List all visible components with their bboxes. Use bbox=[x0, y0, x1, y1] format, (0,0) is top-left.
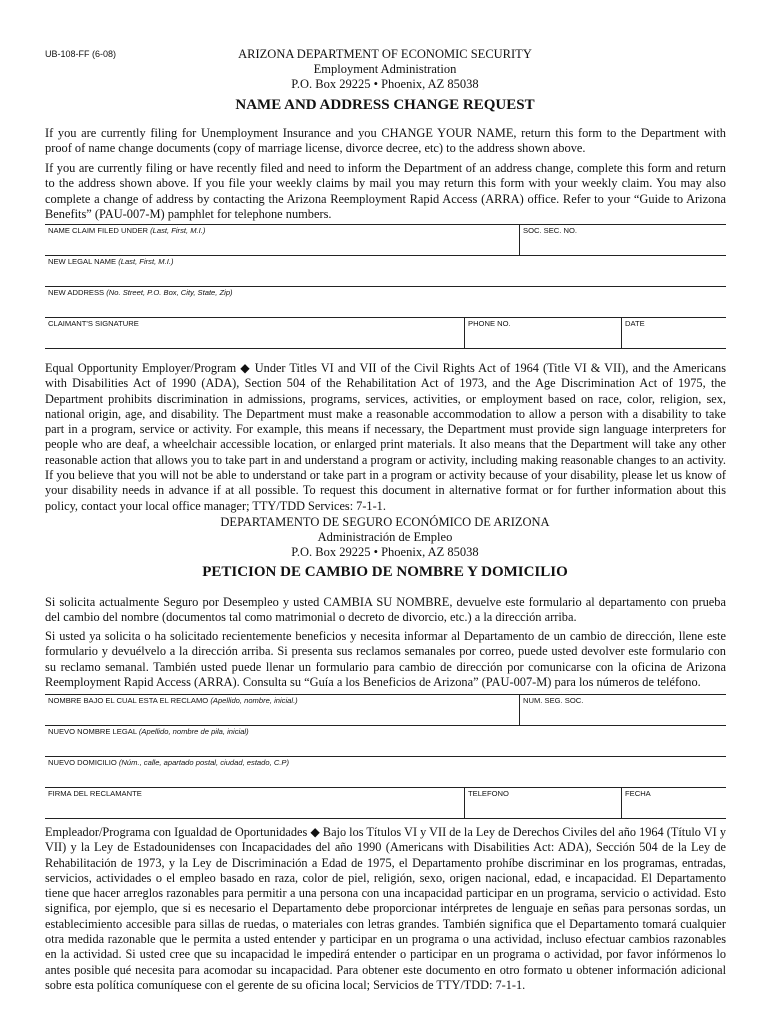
new-address-field[interactable] bbox=[45, 287, 726, 317]
new-legal-name-field[interactable] bbox=[45, 256, 726, 286]
english-form-fields bbox=[45, 224, 726, 349]
claimant-signature-field[interactable] bbox=[45, 318, 464, 348]
new-address-field-es[interactable] bbox=[45, 757, 726, 787]
agency-name: ARIZONA DEPARTMENT OF ECONOMIC SECURITY bbox=[238, 47, 532, 61]
division-name-es: Administración de Empleo bbox=[317, 530, 453, 544]
field-row-new-address-es bbox=[45, 757, 726, 788]
equal-opportunity-statement-es: Empleador/Programa con Igualdad de Oportunidades ◆ Bajo los Títulos VI y VII de la Ley de Derechos Civiles del año 1964 (Título VI y VII) y la Ley de Estadounidenses con Incapacidades del año 1990 (Americans with Disabilities Act: ADA), Sección 504 de la Ley de Rehabilitación de 1973, y la Ley de Discriminación a Edad de 1975, el Departamento prohíbe discriminar en los programas, entradas, servicios, actividades o el empleo basado en raza, color de piel, religión, sexo, origen nacional, edad, e incapacidad. El Departamento tiene que hacer arreglos razonables para permitir a una persona con una incapacidad participar en un programa, servicio o actividad. Esto significa, por ejemplo, que si es necesario el Departamento debe proporcionar intérpretes de lenguaje en señas para personas sordas, un establecimiento accesible para sillas de ruedas, o materiales con letras grandes. También significa que el Departamento tomará cualquier otra medida razonable que le permita a usted entender y participar en un programa o una actividad, incluso efectuar cambios razonables en la actividad. Si usted cree que su incapacidad le impedirá entender o participar en un programa o actividad, por favor infórmenos lo antes posible qué necesita para acomodar su incapacidad. Para obtener este documento en otro formato u obtener información adicional sobre esta política comuníquese con el gerente de su oficina local; Servicios de TTY/TDD: 7-1-1. bbox=[45, 825, 726, 992]
date-field-es[interactable] bbox=[621, 788, 726, 818]
new-address-hint-es: (Núm., calle, apartado postal, ciudad, estado, C.P) bbox=[118, 758, 290, 767]
intro-paragraph-name-change: If you are currently filing for Unemployment Insurance and you CHANGE YOUR NAME, return this form to the Department with proof of name change documents (copy of marriage license, divorce decree, etc) to the address shown above. bbox=[45, 126, 726, 156]
ssn-field-es[interactable] bbox=[519, 695, 726, 725]
name-claim-label: NAME CLAIM FILED UNDER bbox=[48, 226, 148, 235]
ssn-label: SOC. SEC. NO. bbox=[523, 226, 578, 235]
date-label-es: FECHA bbox=[625, 789, 651, 798]
name-claim-filed-under-field-es[interactable] bbox=[45, 695, 519, 725]
spanish-header bbox=[0, 515, 770, 560]
field-row-signature-phone-date-es bbox=[45, 788, 726, 819]
agency-address: P.O. Box 29225 • Phoenix, AZ 85038 bbox=[291, 77, 479, 91]
field-row-name-ssn bbox=[45, 225, 726, 256]
intro-paragraph-name-change-es: Si solicita actualmente Seguro por Desempleo y usted CAMBIA SU NOMBRE, devuelve este formulario al departamento con prueba del cambio del nombre (documentos tal como matrimonial o decreto de divorcio, etc.) a la dirección arriba. bbox=[45, 595, 726, 625]
signature-label-es: FIRMA DEL RECLAMANTE bbox=[48, 789, 142, 798]
intro-paragraph-address-change: If you are currently filing or have recently filed and need to inform the Department of an address change, complete this form and return to the address shown above. If you file your weekly claims by mail you may return this form with your weekly claim. You may also complete a change of address by contacting the Arizona Reemployment Rapid Access (ARRA) office. Refer to your “Guide to Arizona Benefits” (PAU-007-M) pamphlet for telephone numbers. bbox=[45, 161, 726, 222]
division-name: Employment Administration bbox=[313, 62, 457, 76]
english-header bbox=[0, 47, 770, 92]
new-legal-name-label: NEW LEGAL NAME bbox=[48, 257, 117, 266]
name-claim-label-es: NOMBRE BAJO EL CUAL ESTA EL RECLAMO bbox=[48, 696, 209, 705]
ssn-label-es: NUM. SEG. SOC. bbox=[523, 696, 584, 705]
name-claim-hint: (Last, First, M.I.) bbox=[150, 226, 206, 235]
new-legal-name-hint: (Last, First, M.I.) bbox=[118, 257, 174, 266]
signature-label: CLAIMANT'S SIGNATURE bbox=[48, 319, 139, 328]
field-row-new-legal-name-es bbox=[45, 726, 726, 757]
ssn-field[interactable] bbox=[519, 225, 726, 255]
name-claim-hint-es: (Apellido, nombre, inicial.) bbox=[210, 696, 298, 705]
date-field[interactable] bbox=[621, 318, 726, 348]
name-claim-filed-under-field[interactable] bbox=[45, 225, 519, 255]
form-code: UB-108-FF (6-08) bbox=[45, 49, 117, 59]
field-row-new-legal-name bbox=[45, 256, 726, 287]
new-address-label-es: NUEVO DOMICILIO bbox=[48, 758, 117, 767]
agency-address-es: P.O. Box 29225 • Phoenix, AZ 85038 bbox=[291, 545, 479, 559]
agency-name-es: DEPARTAMENTO DE SEGURO ECONÓMICO DE ARIZONA bbox=[220, 515, 550, 529]
phone-label-es: TELEFONO bbox=[468, 789, 509, 798]
form-title: NAME AND ADDRESS CHANGE REQUEST bbox=[235, 97, 535, 113]
field-row-name-ssn-es bbox=[45, 695, 726, 726]
equal-opportunity-statement: Equal Opportunity Employer/Program ◆ Under Titles VI and VII of the Civil Rights Act of 1964 (Title VI & VII), and the Americans with Disabilities Act of 1990 (ADA), Section 504 of the Rehabilitation Act of 1973, and the Age Discrimination Act of 1975, the Department prohibits discrimination in admissions, programs, services, activities, or employment based on race, color, religion, sex, national origin, age, and disability. The Department must make a reasonable accommodation to allow a person with a disability to take part in a program, service or activity. For example, this means if necessary, the Department must provide sign language interpreters for people who are deaf, a wheelchair accessible location, or enlarged print materials. It also means that the Department will take any other reasonable action that allows you to take part in and understand a program or activity, including making reasonable changes to an activity. If you believe that you will not be able to understand or take part in a program or activity because of your disability, please let us know of your disability needs in advance if at all possible. To request this document in alternative format or for further information about this policy, contact your local office manager; TTY/TDD Services: 7-1-1. bbox=[45, 361, 726, 513]
claimant-signature-field-es[interactable] bbox=[45, 788, 464, 818]
new-address-hint: (No. Street, P.O. Box, City, State, Zip) bbox=[106, 288, 233, 297]
new-address-label: NEW ADDRESS bbox=[48, 288, 105, 297]
intro-paragraph-address-change-es: Si usted ya solicita o ha solicitado recientemente beneficios y necesita informar al Departamento de un cambio de dirección, llene este formulario y devuélvelo a la dirección arriba. Si presenta sus reclamos semanales por correo, puede usted devolver este formulario con su reclamo semanal. También usted puede llenar un formulario para cambio de dirección por comunicarse con la oficina de Arizona Reemployment Rapid Access (ARRA). Consulta su “Guía a los Beneficios de Arizona” (PAU-007-M) para los números de teléfono. bbox=[45, 629, 726, 690]
date-label: DATE bbox=[625, 319, 645, 328]
field-row-new-address bbox=[45, 287, 726, 318]
form-title-es: PETICION DE CAMBIO DE NOMBRE Y DOMICILIO bbox=[202, 564, 568, 580]
phone-label: PHONE NO. bbox=[468, 319, 511, 328]
new-legal-name-field-es[interactable] bbox=[45, 726, 726, 756]
phone-field-es[interactable] bbox=[464, 788, 621, 818]
spanish-form-fields bbox=[45, 694, 726, 819]
phone-field[interactable] bbox=[464, 318, 621, 348]
field-row-signature-phone-date bbox=[45, 318, 726, 349]
new-legal-name-label-es: NUEVO NOMBRE LEGAL bbox=[48, 727, 137, 736]
new-legal-name-hint-es: (Apellido, nombre de pila, inicial) bbox=[138, 727, 249, 736]
